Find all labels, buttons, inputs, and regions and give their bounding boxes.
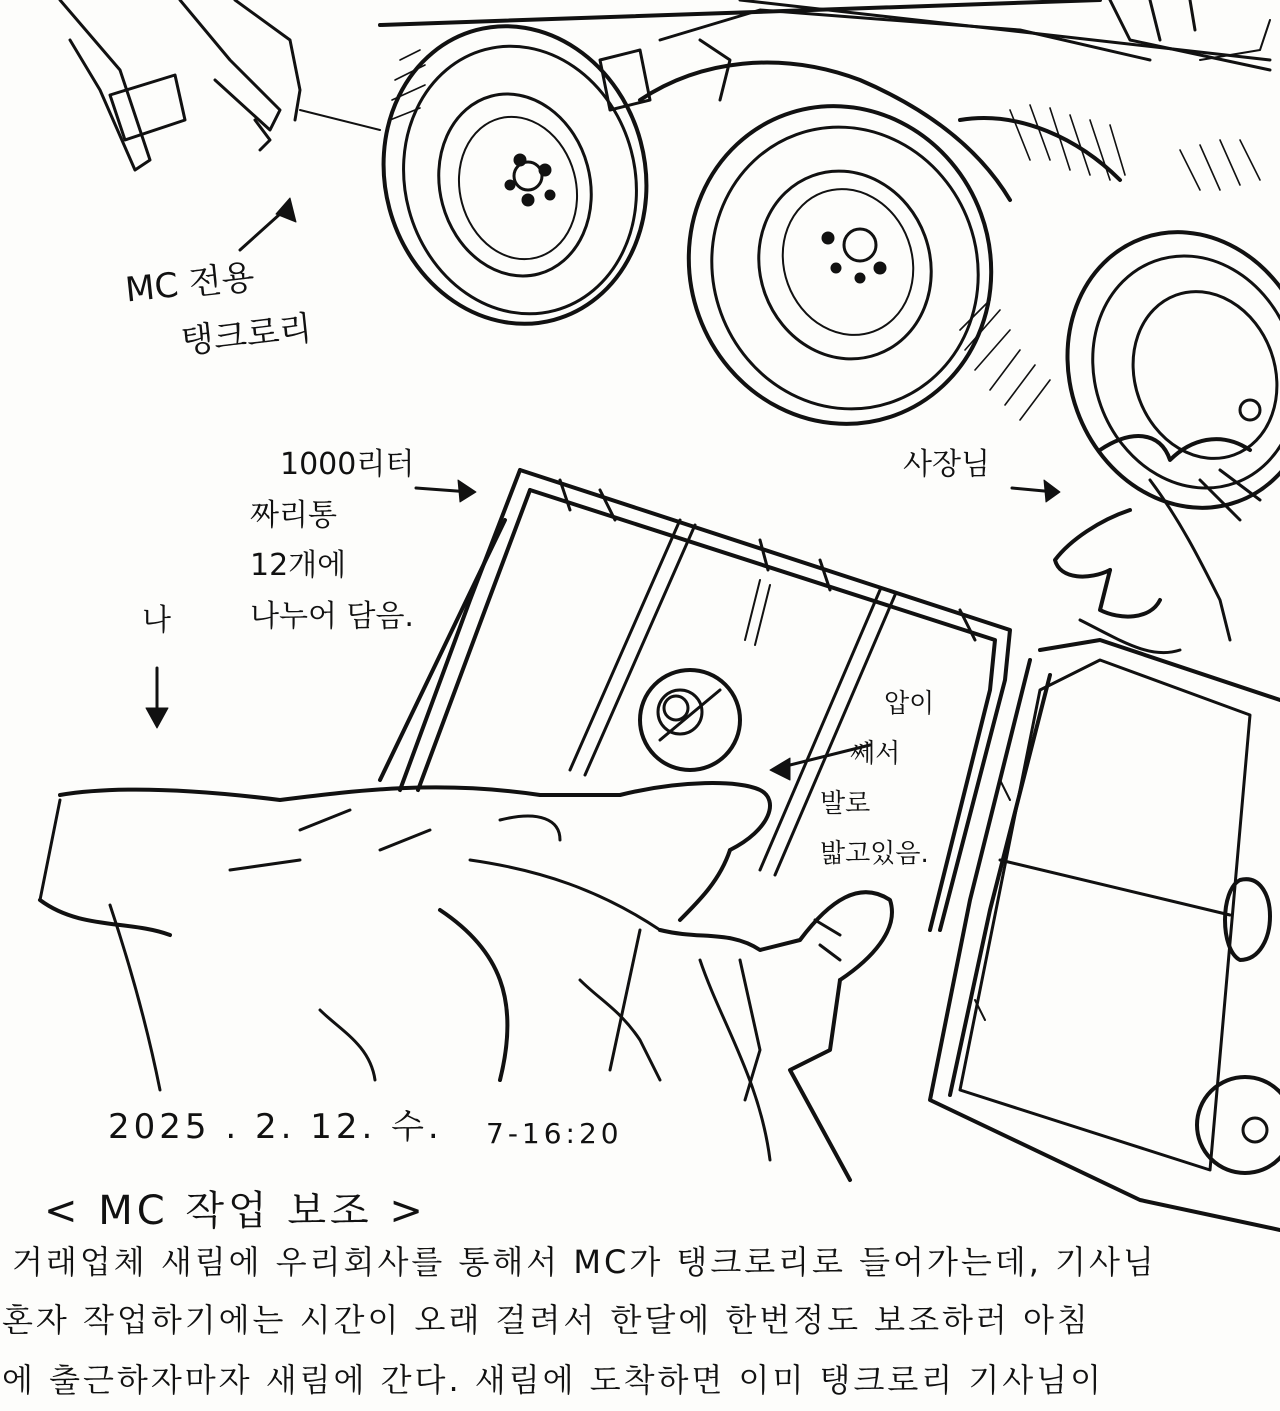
boss-label: 사장님	[903, 447, 990, 482]
tote-label-line-4: 나누어 담음.	[250, 598, 414, 634]
tote-label-line-1: 1000리터	[280, 447, 415, 482]
tote-label	[250, 448, 414, 650]
journal-line-1: 거래업체 새림에 우리회사를 통해서 MC가 탱크로리로 들어가는데, 기사님	[12, 1243, 1157, 1281]
boss-figure-drawing	[1055, 400, 1260, 653]
tote-label-line-2: 짜리통	[250, 497, 337, 533]
sketch-date: 2025 . 2. 12. 수.	[108, 1107, 443, 1147]
sketch-time: 7-16:20	[486, 1117, 623, 1150]
tote-label-line-3: 12개에	[250, 548, 347, 583]
me-label: 나	[142, 603, 171, 638]
tanker-label	[123, 253, 313, 368]
pressure-label-line-3: 발로	[820, 788, 871, 819]
journal-line-2: 혼자 작업하기에는 시간이 오래 걸려서 한달에 한번정도 보조하러 아침	[2, 1301, 1091, 1339]
pressure-label-line-1: 압이	[884, 689, 935, 719]
second-tote-drawing	[930, 640, 1280, 1230]
journal-title: < MC 작업 보조 >	[44, 1188, 427, 1234]
pressure-label	[820, 690, 934, 890]
tanker-label-line-2: 탱크로리	[179, 308, 314, 363]
pressure-label-line-4: 밟고있음.	[820, 838, 929, 869]
tanker-label-line-1: MC 전용	[123, 257, 257, 311]
journal-line-3: 에 출근하자마자 새림에 간다. 새림에 도착하면 이미 탱크로리 기사님이	[2, 1361, 1104, 1399]
pressure-label-line-2: 쎄서	[850, 738, 901, 769]
